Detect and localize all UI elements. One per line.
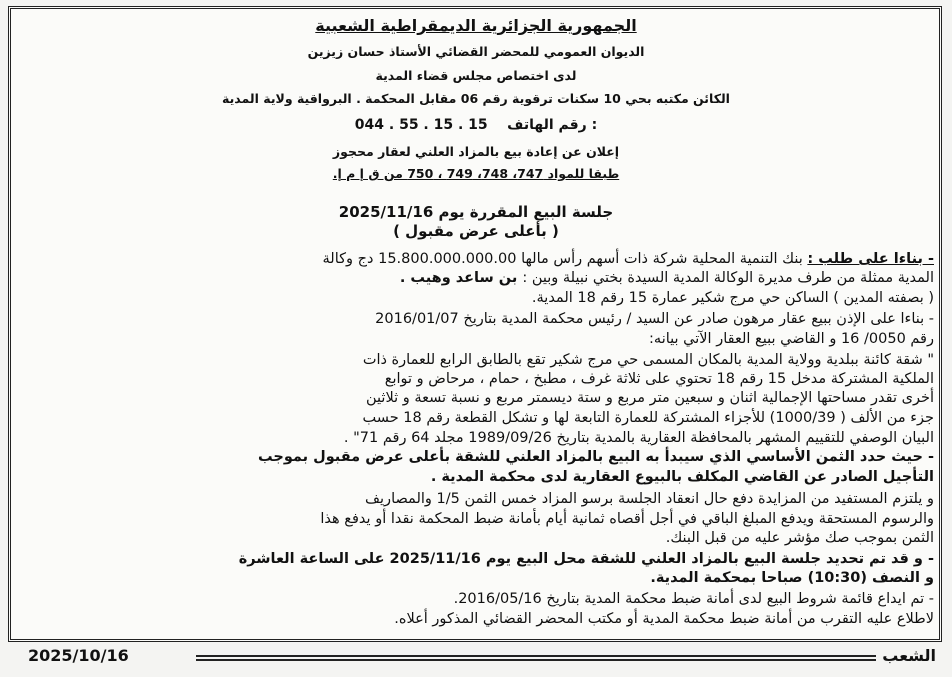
body-line-2 [16, 269, 934, 288]
publication-date: 2025/10/16 [22, 646, 135, 665]
footer-rule [196, 655, 876, 661]
footer [16, 646, 936, 668]
jurisdiction: لدى اختصاص مجلس قضاء المدية [375, 68, 577, 83]
body-line-3: ( بصفته المدين ) الساكن حي مرج شكير عمارة 15 رقم 18 المدية. [531, 290, 934, 306]
body-line-9: جزء من الألف ( 1000/39) للأجزاء المشتركة للعمارة التابعة لها و تشكل القطعة رقم 18 حسب [362, 410, 934, 426]
session-title: جلسة البيع المقررة يوم 2025/11/16 [338, 203, 614, 221]
legal-basis: طبقا للمواد 747، 748، 749 ، 750 من ق إ م إ. [332, 166, 620, 181]
body-line-8: أخرى تقدر مساحتها الإجمالية اثنان و سبعين متر مربع و ستة ديسمتر مربع و نسبة تسعة و ثلاثين [366, 390, 934, 406]
body-line-15: الثمن بموجب صك مؤشر عليه من قبل البنك. [665, 530, 934, 546]
body-line-19: لاطلاع عليه التقرب من أمانة ضبط محكمة المدية أو مكتب المحضر القضائي المذكور أعلاه. [394, 611, 934, 627]
body-line-11: - حيث حدد الثمن الأساسي الذي سيبدأ به البيع بالمزاد العلني للشقة بأعلى عرض مقبول بموجب [258, 449, 934, 465]
body-line-14: والرسوم المستحقة ويدفع المبلغ الباقي في أجل أقصاه ثمانية أيام بأمانة ضبط المحكمة نقدا أو يدفع هذا [320, 511, 934, 527]
bailiff-office: الديوان العمومي للمحضر القضائي الأستاذ حسان زيزين [307, 44, 645, 59]
body-line-1 [16, 250, 934, 269]
phone-number: 044 . 55 . 15 . 15 [354, 117, 488, 133]
announcement-title: إعلان عن إعادة بيع بالمزاد العلني لعقار محجوز [332, 144, 620, 159]
body-line-7: الملكية المشتركة مدخل 15 رقم 18 تحتوي على ثلاثة غرف ، مطبخ ، حمام ، مرحاض و توابع [384, 371, 934, 387]
body-line-13: و يلتزم المستفيد من المزايدة دفع حال انعقاد الجلسة برسو المزاد خمس الثمن 1/5 والمصاريف [365, 491, 934, 507]
session-subtitle: ( بأعلى عرض مقبول ) [393, 222, 559, 240]
body-line-17: و النصف (10:30) صباحا بمحكمة المدية. [650, 570, 934, 586]
body-line-10: البيان الوصفي للتقييم المشهر بالمحافظة العقارية بالمدية بتاريخ 1989/09/26 مجلد 64 رقم 71" . [343, 430, 934, 446]
phone-label: رقم الهاتف : [507, 117, 598, 133]
republic-title: الجمهورية الجزائرية الديمقراطية الشعبية [315, 16, 637, 35]
phone-row [0, 117, 952, 133]
body-line-18: - تم ايداع قائمة شروط البيع لدى أمانة ضبط محكمة المدية بتاريخ 2016/05/16. [453, 591, 934, 607]
newspaper-name: الشعب [876, 646, 936, 665]
request-text: بنك التنمية المحلية شركة ذات أسهم رأس مالها 15.800.000.000.00 دج وكالة [322, 251, 808, 267]
body-line-6: " شقة كائنة ببلدية وولاية المدية بالمكان المسمى حي مرج شكير تقع بالطابق الرابع للعمارة ذات [362, 352, 934, 368]
body-line-16: - و قد تم تحديد جلسة البيع بالمزاد العلني للشقة محل البيع يوم 2025/11/16 على الساعة العاشرة [238, 551, 934, 567]
body-line-5: رقم 0050/ 16 و القاضي ببيع العقار الآتي بيانه: [649, 331, 934, 347]
body-line-12: التأجيل الصادر عن القاضي المكلف بالبيوع العقارية لدى محكمة المدية . [430, 469, 934, 485]
agency-text: المدية ممثلة من طرف مديرة الوكالة المدية السيدة بختي نبيلة وبين : [522, 270, 934, 286]
request-lead: - بناءا على طلب : [807, 251, 934, 267]
office-address: الكائن مكتبه بحي 10 سكنات ترقوية رقم 06 مقابل المحكمة . البرواقية ولاية المدية [222, 91, 730, 106]
debtor-name: بن ساعد وهيب . [399, 270, 523, 286]
body-line-4: - بناءا على الإذن ببيع عقار مرهون صادر عن السيد / رئيس محكمة المدية بتاريخ 2016/01/07 [375, 311, 934, 327]
